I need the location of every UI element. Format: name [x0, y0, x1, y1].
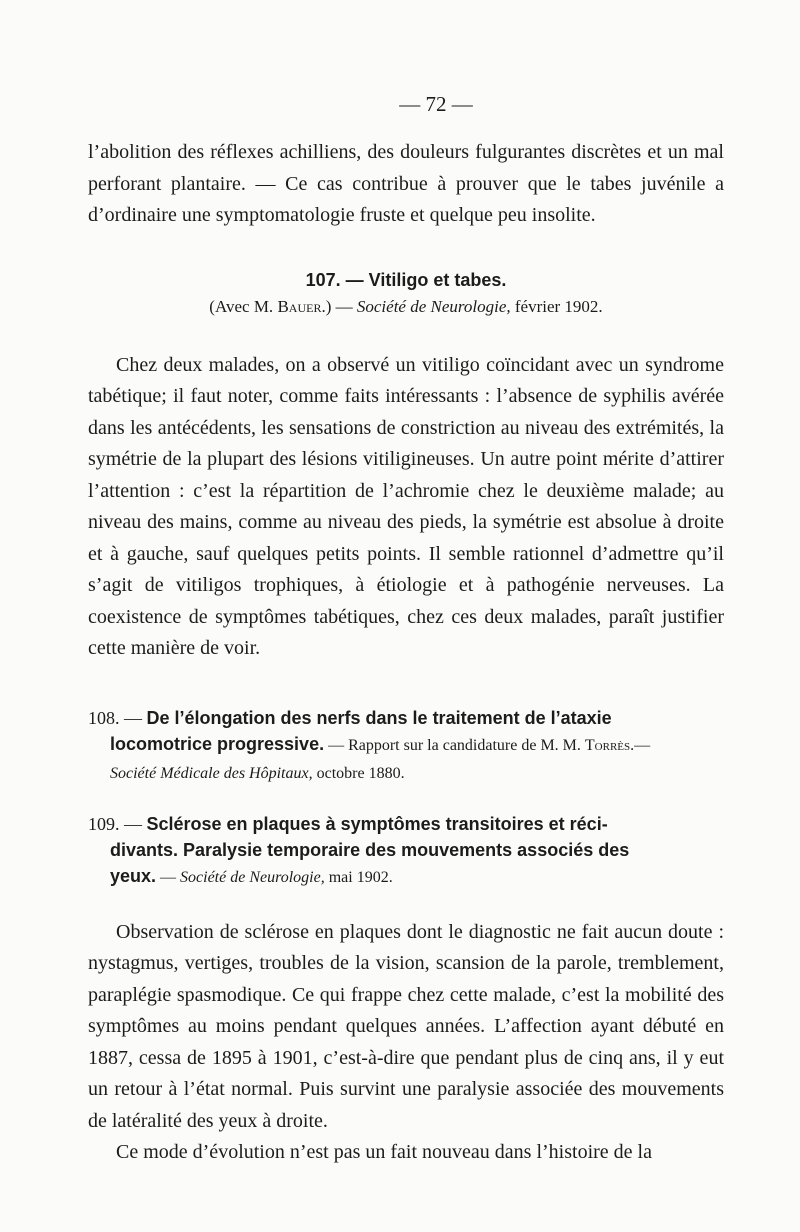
entry-109-line-3 [88, 863, 724, 891]
entry-108-journal: Société Médicale des Hôpitaux, [110, 764, 313, 782]
entry-109 [88, 811, 724, 891]
entry-108-ref: — Rapport sur la candidature de M. M. [324, 736, 585, 754]
entry-109-number: 109. — [88, 813, 147, 834]
page-number: — 72 — [399, 92, 473, 116]
entry-108-line-2 [88, 731, 724, 759]
entry-108-author: Torrès [584, 736, 631, 754]
entry-109-title-3: yeux. [110, 865, 157, 886]
entry-109-ref: — [156, 868, 181, 886]
page [88, 92, 724, 1169]
citation-mid: .) — [321, 296, 357, 316]
entry-108 [88, 705, 724, 787]
spacer [88, 891, 724, 917]
paragraph-tabes-juvenile: l’abolition des réflexes achilliens, des douleurs fulgurantes discrètes et un mal perforant plantaire. — Ce cas contribue à prouver que le tabes juvénile a d’ordinaire une symptomatologie fruste et quelque peu insolite. [88, 141, 724, 226]
paragraph-sclerose: Observation de sclérose en plaques dont le diagnostic ne fait aucun doute : nystagmus, vertiges, troubles de la vision, scansion de la parole, tremblement, paraplégie spasmodique. Ce qui frappe chez cette malade, c’est la mobilité des symptômes au moins pendant quelques années. L’affection ayant débuté en 1887, cessa de 1895 à 1901, c’est-à-dire que pendant plus de cinq ans, il y eut un retour à l’état normal. Puis survint une paralysie associée des mouvements de latéralité des yeux à droite. [88, 920, 724, 1132]
entry-108-line-3 [88, 759, 724, 787]
citation-journal: Société de Neurologie, [356, 296, 511, 316]
entry-109-journal: Société de Neurologie, [180, 868, 325, 886]
entry-109-line-2 [88, 837, 724, 863]
entry-107-citation [88, 296, 724, 318]
entry-107-heading: 107. — Vitiligo et tabes. [305, 269, 507, 290]
entry-108-number: 108. — [88, 707, 147, 728]
entry-108-date: octobre 1880. [312, 764, 405, 782]
citation-prefix: (Avec M. [209, 296, 278, 316]
entry-108-title-2: locomotrice progressive. [110, 733, 325, 754]
citation-author: Bauer [277, 296, 322, 316]
entry-109-date: mai 1902. [324, 868, 393, 886]
entry-108-title-1: De l’élongation des nerfs dans le traitement de l’ataxie [146, 707, 612, 728]
citation-date: février 1902. [510, 296, 603, 316]
entry-109-title-2: divants. Paralysie temporaire des mouvements associés des [110, 839, 630, 860]
paragraph-vitiligo: Chez deux malades, on a observé un vitiligo coïncidant avec un syndrome tabétique; il faut noter, comme faits intéressants : l’absence de syphilis avérée dans les antécédents, les sensations de constriction au niveau des extrémités, la symétrie de la plupart des lésions vitiligineuses. Un autre point mérite d’attirer l’attention : c’est la répartition de l’achromie chez le deuxième malade; au niveau des mains, comme au niveau des pieds, la symétrie est absolue à droite et à gauche, sauf quelques petits points. Il semble rationnel d’admettre qu’il s’agit de vitiligos trophiques, à étiologie et à pathogénie nerveuses. La coexistence de symptômes tabétiques, chez ces deux malades, paraît justifier cette manière de voir. [88, 353, 724, 659]
entry-109-title-1: Sclérose en plaques à symptômes transitoires et réci- [146, 813, 608, 834]
entry-108-ref-end: .— [630, 736, 651, 754]
paragraph-evolution: Ce mode d’évolution n’est pas un fait nouveau dans l’histoire de la [116, 1141, 652, 1163]
